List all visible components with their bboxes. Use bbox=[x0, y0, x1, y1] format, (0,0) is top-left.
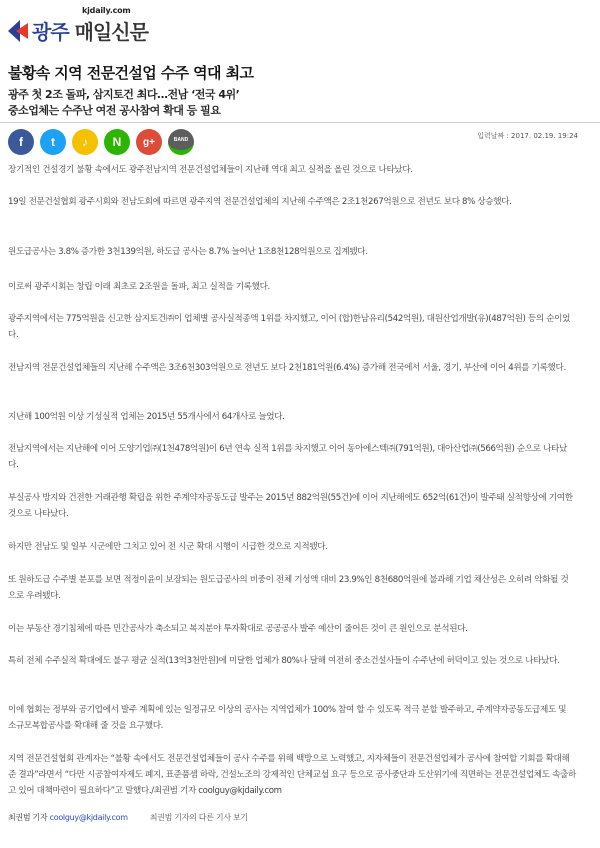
site-logo[interactable] bbox=[32, 16, 148, 45]
article-paragraph: 지역 전문건설협회 관계자는 “불황 속에서도 전문건설업체들이 공사 수주를 위해 백방으로 노력했고, 지자체들이 전문건설업체가 공사에 참여할 기회를 확대해준 결과”라면서 “다만 시공참여자제도 폐지, 표준품셈 하락, 건설노조의 강제적인 단체교섭 요구 등으로 공사중단과 도산위기에 직면하는 전문건설업체도 속출하고 있어 대책마련이 필요하다”고 말했다./최권범 기자 coolguy@kjdaily.com bbox=[8, 754, 576, 796]
article-subtitle-1: 광주 첫 2조 돌파, 삼지토건 최다…전남 ‘전국 4위’ bbox=[8, 88, 240, 101]
article-paragraph: 원도급공사는 3.8% 증가한 3천139억원, 하도급 공사는 8.7% 늘어난 1조8천128억원으로 집계됐다. bbox=[8, 247, 368, 257]
article-paragraph: 부실공사 방지와 건전한 거래관행 확립을 위한 주계약자공동도급 발주는 2015년 882억원(55건)에 이어 지난해에도 652억(61건)이 발주돼 실적향상에 기여한 것으로 나타났다. bbox=[8, 493, 573, 519]
article-paragraph: 특히 전체 수주실적 확대에도 불구 평균 실적(13억3천만원)에 미달한 업체가 80%나 달해 여전히 중소건설사들이 수주난에 허덕이고 있는 것으로 나타났다. bbox=[8, 656, 560, 666]
title-divider bbox=[0, 122, 600, 123]
more-articles-link[interactable]: 최권범 기자의 다른 기사 보기 bbox=[149, 813, 248, 822]
article-paragraph: 하지만 전남도 및 일부 시군에만 그치고 있어 전 시군 확대 시행이 시급한 것으로 지적됐다. bbox=[8, 542, 328, 552]
kakaostory-icon[interactable]: ♪ bbox=[72, 129, 98, 155]
share-bar bbox=[8, 129, 194, 155]
article-paragraph: 전남지역 전문건설업체들의 지난해 수주액은 3조6천303억원으로 전년도 보다 2천181억원(6.4%) 증가해 전국에서 서울, 경기, 부산에 이어 4위를 기록했다. bbox=[8, 363, 566, 373]
article-title: 불황속 지역 전문건설업 수주 역대 최고 bbox=[8, 64, 254, 82]
article-paragraph: 장기적인 건설경기 불황 속에서도 광주전남지역 전문건설업체들이 지난해 역대 최고 실적을 올린 것으로 나타났다. bbox=[8, 165, 413, 175]
article-paragraph: 또 원하도급 수주별 분포를 보면 적정이윤이 보장되는 원도급공사의 비중이 전체 기성액 대비 23.9%인 8천680억원에 불과해 기업 채산성은 오히려 악화될 것으로 우려됐다. bbox=[8, 575, 569, 601]
article-paragraph: 이로써 광주시회는 창립 이래 최초로 2조원을 돌파, 최고 실적을 기록했다. bbox=[8, 282, 270, 292]
googleplus-icon[interactable]: g+ bbox=[136, 129, 162, 155]
article-paragraph: 이에 협회는 정부와 공기업에서 발주 계획에 있는 일정규모 이상의 공사는 지역업체가 100% 참여 할 수 있도록 적극 분할 발주하고, 주계약자공동도급제도 및 소규모복합공사를 확대해 줄 것을 요구했다. bbox=[8, 705, 567, 731]
site-url: kjdaily.com bbox=[82, 6, 131, 15]
brand-part2: 매일신문 bbox=[68, 20, 148, 44]
facebook-icon[interactable]: f bbox=[8, 129, 34, 155]
article-paragraph: 광주지역에서는 775억원을 신고한 삼지토건㈜이 업체별 공사실적종액 1위를 차지했고, 이어 (합)한남유리(542억원), 대원산업개발(유)(487억원) 등의 순이었다. bbox=[8, 314, 571, 340]
brand-part1: 광주 bbox=[32, 20, 69, 44]
article-paragraph: 19일 전문건설협회 광주시회와 전남도회에 따르면 광주지역 전문건설업체의 지난해 수주액은 2조1천267억원으로 전년도 보다 8% 상승했다. bbox=[8, 197, 512, 207]
reporter-name: 최권범 기자 bbox=[8, 813, 50, 822]
article-paragraph: 이는 부동산 경기침체에 따른 민간공사가 축소되고 복지분야 투자확대로 공공공사 발주 예산이 줄어든 것이 큰 원인으로 분석된다. bbox=[8, 624, 468, 634]
twitter-icon[interactable]: t bbox=[40, 129, 66, 155]
band-icon[interactable]: BAND bbox=[168, 129, 194, 155]
reporter-email-link[interactable]: coolguy@kjdaily.com bbox=[49, 813, 128, 822]
naver-icon[interactable]: N bbox=[104, 129, 130, 155]
article-paragraph: 지난해 100억원 이상 기성실적 업체는 2015년 55개사에서 64개사로 늘었다. bbox=[8, 412, 285, 422]
article-paragraph: 전남지역에서는 지난해에 이어 도양기업㈜(1천478억원)이 6년 연속 실적 1위를 차지했고 이어 동아에스텍㈜(791억원), 대아산업㈜(566억원) 순으로 나타났다. bbox=[8, 444, 567, 470]
publish-date: 입력날짜 : 2017. 02.19. 19:24 bbox=[477, 132, 578, 140]
logo-mark-icon[interactable] bbox=[8, 20, 28, 42]
article-footer bbox=[8, 812, 248, 823]
article-subtitle-2: 중소업체는 수주난 여전 공사참여 확대 등 필요 bbox=[8, 104, 221, 117]
site-header bbox=[0, 0, 600, 52]
